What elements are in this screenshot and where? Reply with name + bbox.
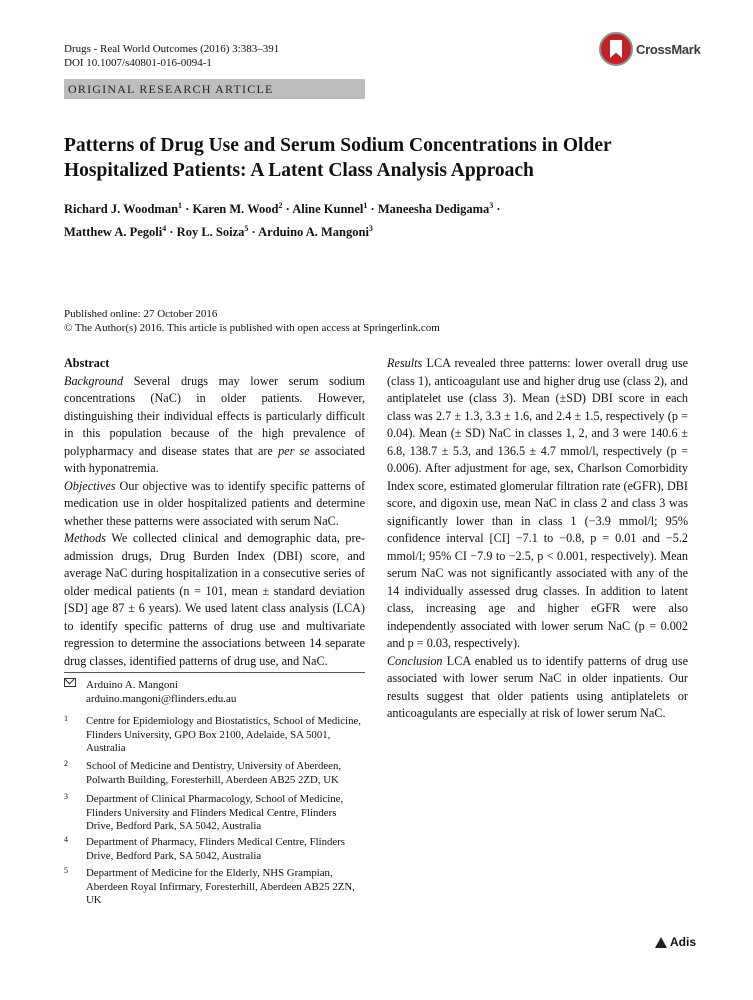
- author-separator: ·: [166, 225, 177, 240]
- article-title: [64, 133, 684, 183]
- abstract-methods: [64, 530, 365, 670]
- affiliation-number: 1: [64, 714, 68, 723]
- affiliation-text: School of Medicine and Dentistry, University of Aberdeen, Polwarth Building, Foresterhill, Aberdeen AB25 2ZD, UK: [86, 760, 342, 786]
- author-separator: ·: [493, 202, 501, 217]
- affiliation-text: Department of Medicine for the Elderly, NHS Grampian, Aberdeen Royal Infirmary, Foresterhill, Aberdeen AB25 2ZN, UK: [86, 867, 355, 906]
- crossmark-icon: [599, 32, 633, 66]
- correspondence-name: Arduino A. Mangoni: [86, 679, 178, 691]
- affiliation-text: Department of Pharmacy, Flinders Medical Centre, Flinders Drive, Bedford Park, SA 5042, Australia: [86, 836, 345, 862]
- background-italic: per se: [278, 443, 310, 458]
- abstract-objectives: [64, 478, 365, 531]
- conclusion-label: Conclusion: [387, 653, 443, 668]
- doi-link[interactable]: DOI 10.1007/s40801-016-0094-1: [64, 57, 212, 69]
- adis-triangle-icon: [655, 937, 667, 948]
- author-separator: ·: [248, 225, 259, 240]
- author-name[interactable]: Richard J. Woodman: [64, 202, 179, 217]
- affiliation-item: [64, 760, 365, 787]
- author-separator: ·: [182, 202, 193, 217]
- methods-text: We collected clinical and demographic data, pre-admission drugs, Drug Burden Index (DBI) score, and average NaC during hospitalization in a consecutive series of older medical patients (n = 101, mean ± standard deviation [SD] age 87 ± 6 years). We used latent class analysis (LCA) to identify specific patterns of drug use and multivariate regression to determine the associations between 14 separate drug classes, identified patterns of drug use, and NaC.: [64, 531, 365, 668]
- affiliation-number: 3: [64, 792, 68, 801]
- publisher-name: Adis: [670, 935, 697, 949]
- author-affil-sup: 3: [489, 201, 494, 210]
- author-separator: ·: [282, 202, 293, 217]
- publisher-logo: [655, 935, 696, 949]
- affiliation-number: 5: [64, 866, 68, 875]
- author-affil-sup: 4: [162, 224, 167, 234]
- journal-header: [64, 42, 279, 70]
- crossmark-label: CrossMark: [636, 41, 701, 57]
- affiliation-item: [64, 836, 365, 863]
- author-name[interactable]: Aline Kunnel: [292, 202, 364, 217]
- author-affil-sup: 2: [278, 201, 283, 210]
- crossmark-badge[interactable]: [599, 31, 719, 67]
- author-name[interactable]: Roy L. Soiza: [176, 225, 245, 240]
- published-date: Published online: 27 October 2016: [64, 308, 218, 320]
- author-name[interactable]: Karen M. Wood: [192, 202, 279, 217]
- background-text: Several drugs may lower serum sodium concentrations (NaC) in older patients. However, distinguishing their individual effects is particularly difficult in this population because of the high prevalence of polypharmacy and disease states that are: [64, 373, 365, 458]
- abstract-right-column: [387, 355, 688, 723]
- license-line: © The Author(s) 2016. This article is published with open access at Springerlink.com: [64, 322, 440, 334]
- author-name[interactable]: Maneesha Dedigama: [377, 202, 490, 217]
- methods-label: Methods: [64, 531, 106, 545]
- results-label: Results: [387, 356, 423, 370]
- author-affil-sup: 1: [363, 201, 368, 210]
- affiliation-text: Centre for Epidemiology and Biostatistics, School of Medicine, Flinders University, GPO Box 2100, Adelaide, SA 5001, Australia: [86, 715, 361, 754]
- author-affil-sup: 3: [368, 224, 373, 234]
- envelope-icon: [64, 678, 76, 687]
- abstract-conclusion: [387, 653, 688, 723]
- author-name[interactable]: Matthew A. Pegoli: [64, 225, 163, 240]
- affiliation-number: 4: [64, 835, 68, 844]
- title-line-1: Patterns of Drug Use and Serum Sodium Concentrations in Older: [64, 135, 612, 156]
- author-affil-sup: 5: [244, 224, 249, 234]
- objectives-text: Our objective was to identify specific patterns of medication use in older hospitalized patients and determine whether these patterns were associated with serum NaC.: [64, 478, 365, 528]
- abstract-heading: Abstract: [64, 356, 110, 370]
- author-separator: ·: [367, 202, 378, 217]
- title-line-2: Hospitalized Patients: A Latent Class Analysis Approach: [64, 160, 534, 181]
- article-type-banner: ORIGINAL RESEARCH ARTICLE: [64, 79, 365, 99]
- results-text: LCA revealed three patterns: lower overall drug use (class 1), anticoagulant use and higher drug use (class 2), and antiplatelet use (class 3). Mean (±SD) DBI score in each class was 2.7 ± 1.3, 3.3 ± 1.6, and 2.4 ± 1.5, respectively (p = 0.04). Mean (± SD) NaC in classes 1, 2, and 3 were 140.6 ± 6.8, 138.7 ± 5.3, and 136.5 ± 4.7 mmol/l, respectively (p = 0.006). After adjustment for age, sex, Charlson Comorbidity Index score, estimated glomerular filtration rate (eGFR), DBI score, and digoxin use, mean NaC in class 2 and class 3 was significantly lower than in class 1 (−3.9 mmol/l; 95% confidence interval [CI] −7.1 to −0.8, p = 0.01 and −5.2 mmol/l; 95% CI −7.9 to −2.5, p < 0.001, respectively). Mean serum NaC was not significantly associated with any of the 14 individually assessed drug classes. In addition to latent class, increasing age and higher eGFR were also independently associated with lower serum NaC (p = 0.002 and p = 0.03, respectively).: [387, 356, 688, 650]
- affiliation-item: [64, 715, 365, 756]
- affiliation-text: Department of Clinical Pharmacology, School of Medicine, Flinders University and Flinders Medical Centre, Flinders Drive, Bedford Park, SA 5042, Australia: [86, 793, 344, 832]
- conclusion-text: LCA enabled us to identify patterns of drug use associated with lower serum NaC in older inpatients. Our results suggest that older patients using antiplatelets or anticoagulants are especially at risk of lower serum NaC.: [387, 653, 688, 720]
- background-text-2: associated with hyponatremia.: [64, 443, 365, 475]
- abstract-background: [64, 373, 365, 478]
- affiliation-item: [64, 793, 365, 834]
- footnote-divider: [64, 672, 365, 673]
- abstract-results: [387, 355, 688, 653]
- correspondence-email[interactable]: arduino.mangoni@flinders.edu.au: [86, 693, 237, 705]
- affiliation-item: [64, 867, 365, 908]
- author-name[interactable]: Arduino A. Mangoni: [258, 225, 369, 240]
- abstract-left-column: [64, 355, 365, 670]
- author-list: [64, 196, 684, 242]
- background-label: Background: [64, 373, 124, 388]
- journal-citation: Drugs - Real World Outcomes (2016) 3:383–391: [64, 43, 280, 55]
- objectives-label: Objectives: [64, 478, 116, 493]
- correspondence-block: [64, 678, 365, 706]
- affiliation-number: 2: [64, 759, 68, 768]
- publication-meta: [64, 307, 440, 335]
- author-affil-sup: 1: [178, 201, 183, 210]
